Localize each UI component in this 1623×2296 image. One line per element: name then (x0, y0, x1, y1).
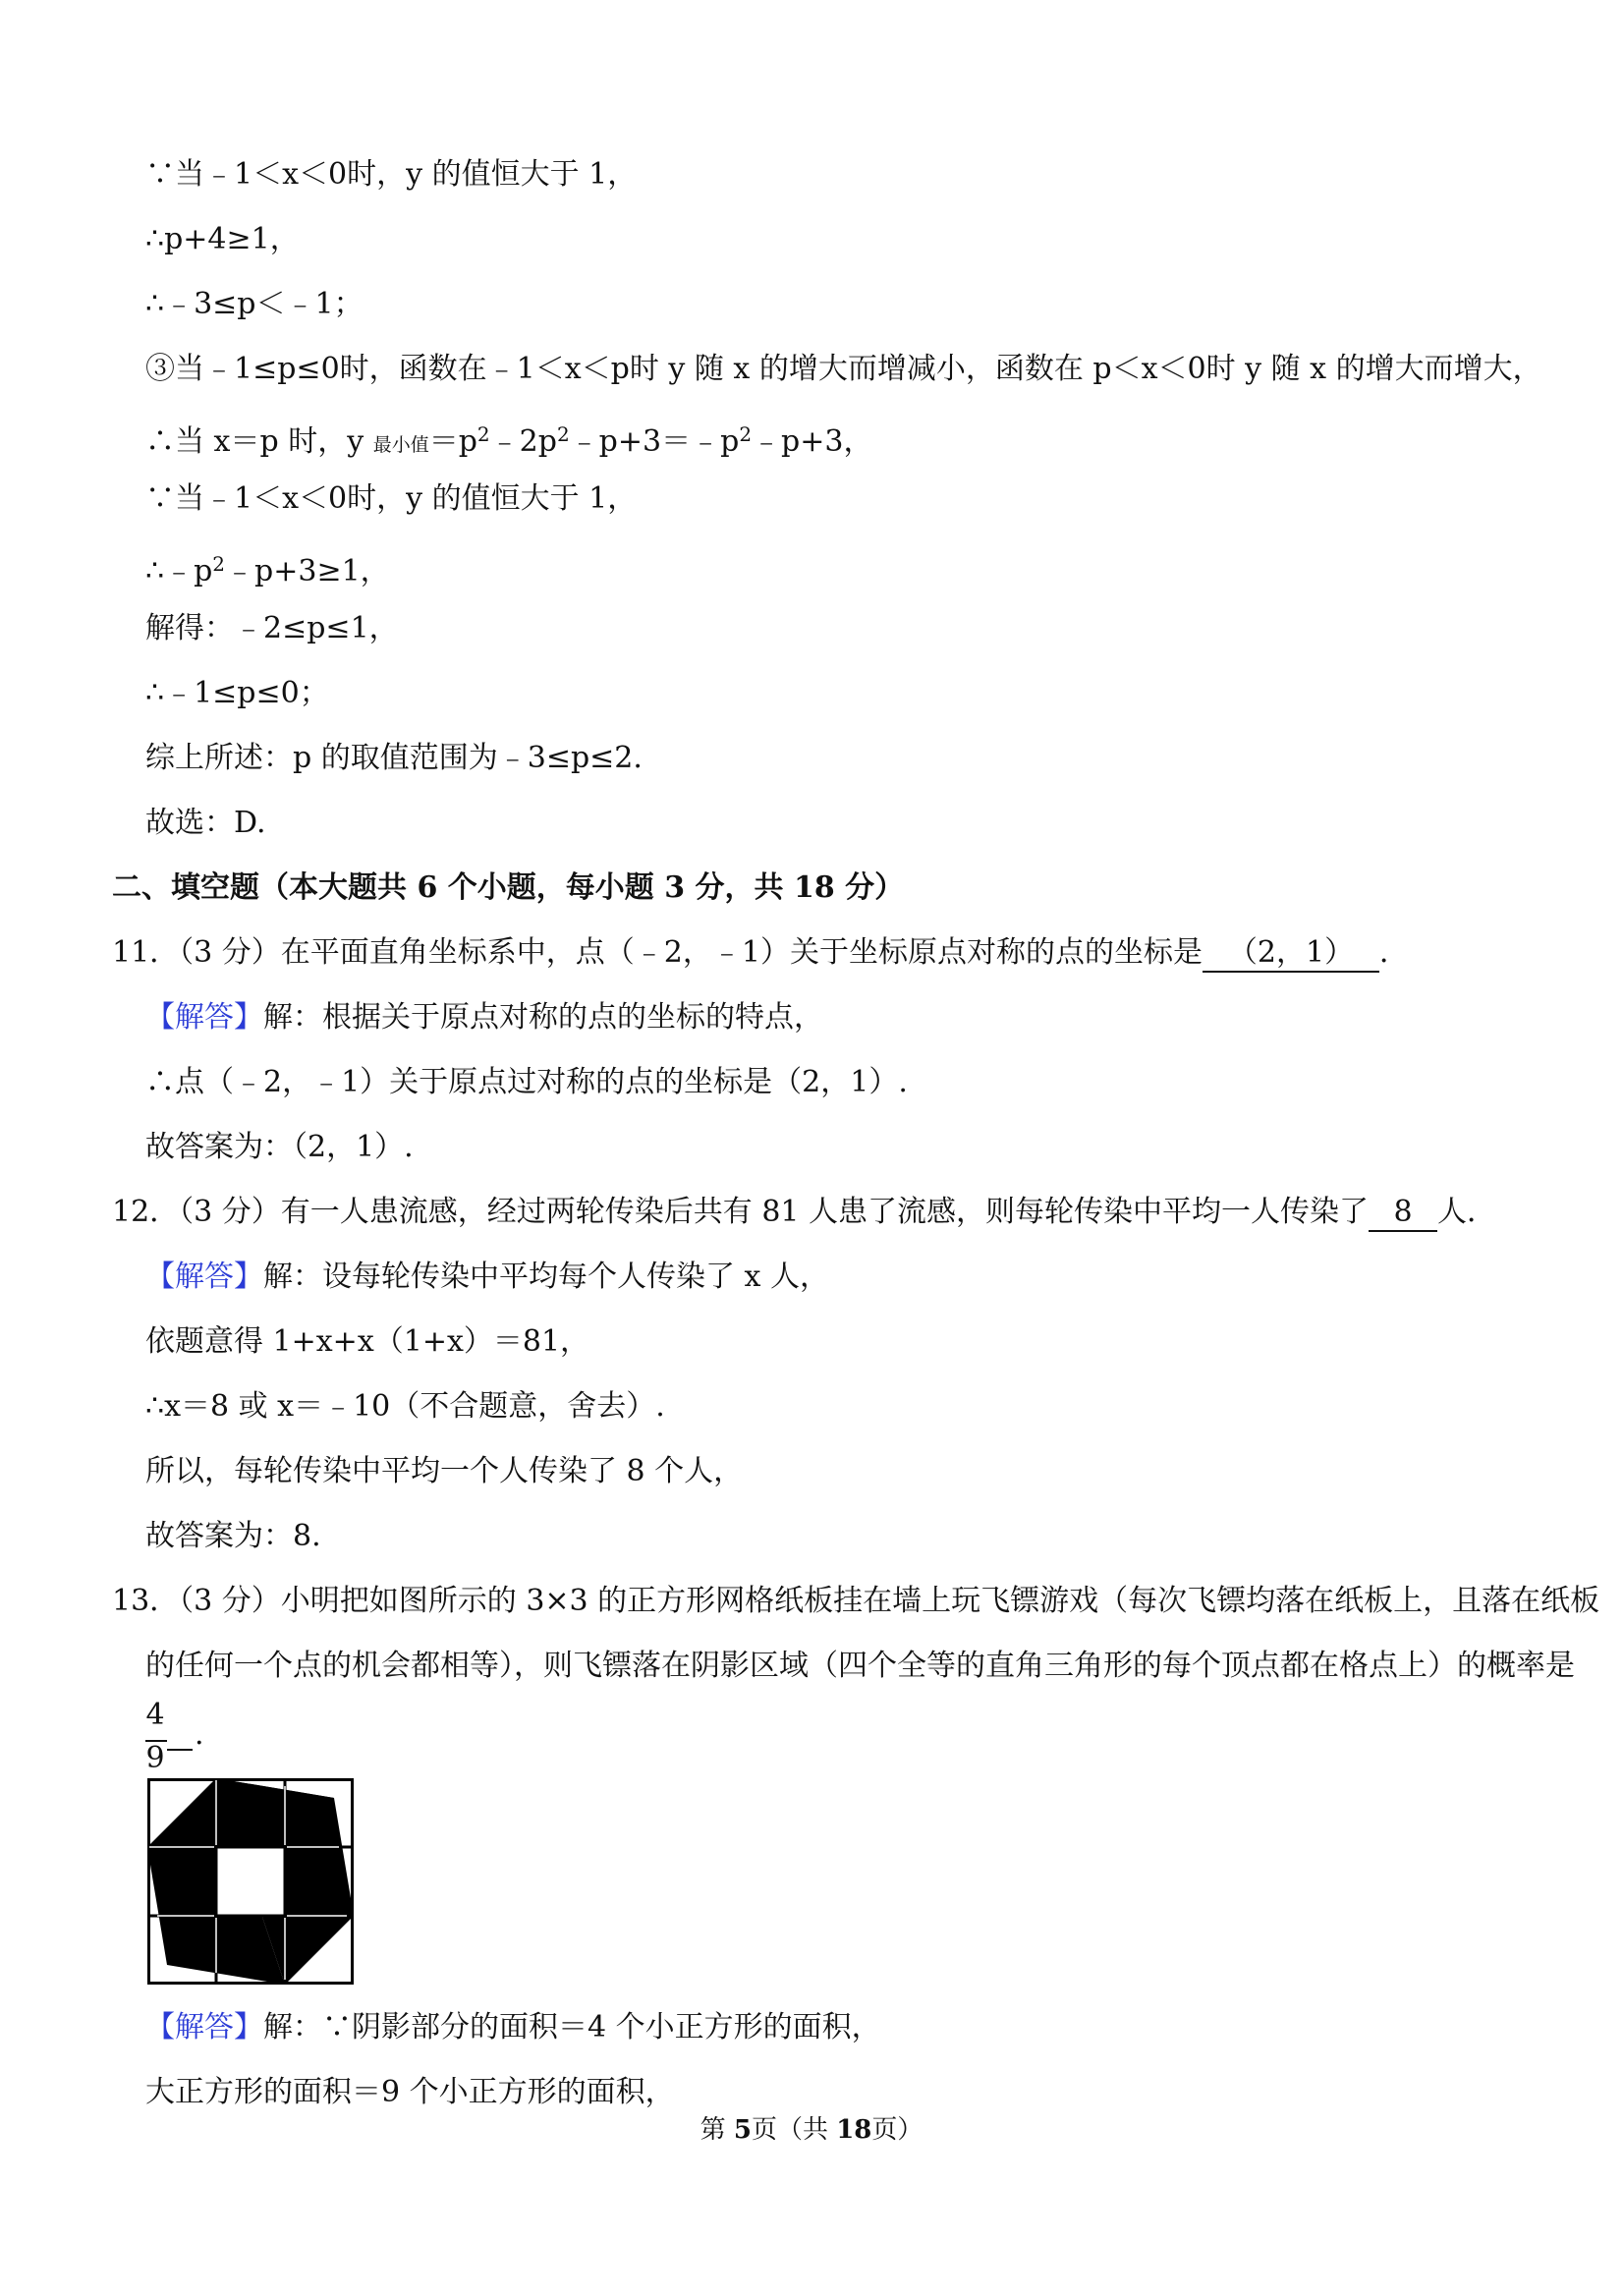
text-line: $\therefore﹣p^2﹣p+3\ge 1$， (145, 552, 390, 588)
text-line: ③当﹣1≤p≤0时，函数在﹣1＜x＜p时 y 随 x 的增大而增减小，函数在 p＜x＜0时 y 随 x 的增大而增大， (145, 352, 1542, 386)
solution-line: 所以，每轮传染中平均一个人传染了 8 个人， (145, 1454, 744, 1488)
solution-line: 【解答】解：∵阴影部分的面积＝4 个小正方形的面积， (145, 2010, 881, 2044)
text-line: ∵当﹣1＜x＜0时，y 的值恒大于 1， (145, 157, 638, 192)
section-heading: 二、填空题（本大题共 6 个小题，每小题 3 分，共 18 分） (112, 870, 905, 905)
answer-blank: 8 (1369, 1195, 1437, 1232)
question-13-stem: 13．（3 分）小明把如图所示的 3×3 的正方形网格纸板挂在墙上玩飞镖游戏（每次飞镖均落在纸板上，且落在纸板 (112, 1584, 1600, 1618)
fraction-denominator: 9 (145, 1741, 165, 1775)
solution-line: 【解答】解：根据关于原点对称的点的坐标的特点， (145, 1000, 823, 1035)
question-13-stem: 的任何一个点的机会都相等），则飞镖落在阴影区域（四个全等的直角三角形的每个顶点都在格点上）的概率是 (145, 1649, 1575, 1683)
answer-blank: （2，1） (1203, 935, 1379, 973)
solution-line: 依题意得 1+x+x（1+x）＝81， (145, 1324, 590, 1359)
answer-tag: 【解答】 (145, 1000, 263, 1035)
page-number: 5 (733, 2115, 752, 2145)
solution-line: ∴x＝8 或 x＝﹣10（不合题意，舍去）. (145, 1389, 665, 1424)
text-line: ∴﹣3≤p＜﹣1； (145, 287, 364, 321)
question-11-stem: 11．（3 分）在平面直角坐标系中，点（﹣2，﹣1）关于坐标原点对称的点的坐标是 （2，1） ． (112, 933, 1409, 973)
fraction-numerator: 4 (145, 1698, 165, 1732)
solution-line: 【解答】解：设每轮传染中平均每个人传染了 x 人， (145, 1260, 829, 1294)
answer-tag: 【解答】 (145, 1260, 263, 1294)
dartboard-grid-figure (147, 1778, 354, 1985)
text-line: 解得：﹣2≤p≤1， (145, 611, 399, 645)
solution-line: ∴点（﹣2，﹣1）关于原点过对称的点的坐标是（2，1）. (145, 1065, 908, 1099)
center-square (216, 1847, 285, 1916)
text-line: ∵当﹣1＜x＜0时，y 的值恒大于 1， (145, 481, 638, 516)
text-line-min-value: ∴当 x＝p 时，y 最小值$=p^2﹣2p^2﹣p+3=﹣p^2﹣p+3$， (145, 422, 873, 459)
text-line: 综上所述：p 的取值范围为﹣3≤p≤2. (145, 741, 643, 775)
fraction-period: . (195, 1717, 204, 1752)
solution-line: 故答案为：（2，1）. (145, 1130, 414, 1164)
question-12-stem: 12．（3 分）有一人患流感，经过两轮传染后共有 81 人患了流感，则每轮传染中平均一人传染了 8 人． (112, 1193, 1496, 1232)
page-total: 18 (836, 2115, 872, 2145)
text-line: ∴p+4≥1， (145, 222, 300, 256)
solution-line: 故答案为：8. (145, 1519, 321, 1553)
answer-underline (167, 1749, 193, 1751)
text-line: 故选：D. (145, 806, 266, 840)
answer-tag: 【解答】 (145, 2010, 263, 2044)
page-footer: 第 5页（共 18页） (700, 2115, 923, 2145)
solution-line: 大正方形的面积＝9 个小正方形的面积， (145, 2075, 675, 2109)
text-line: ∴﹣1≤p≤0； (145, 676, 329, 710)
